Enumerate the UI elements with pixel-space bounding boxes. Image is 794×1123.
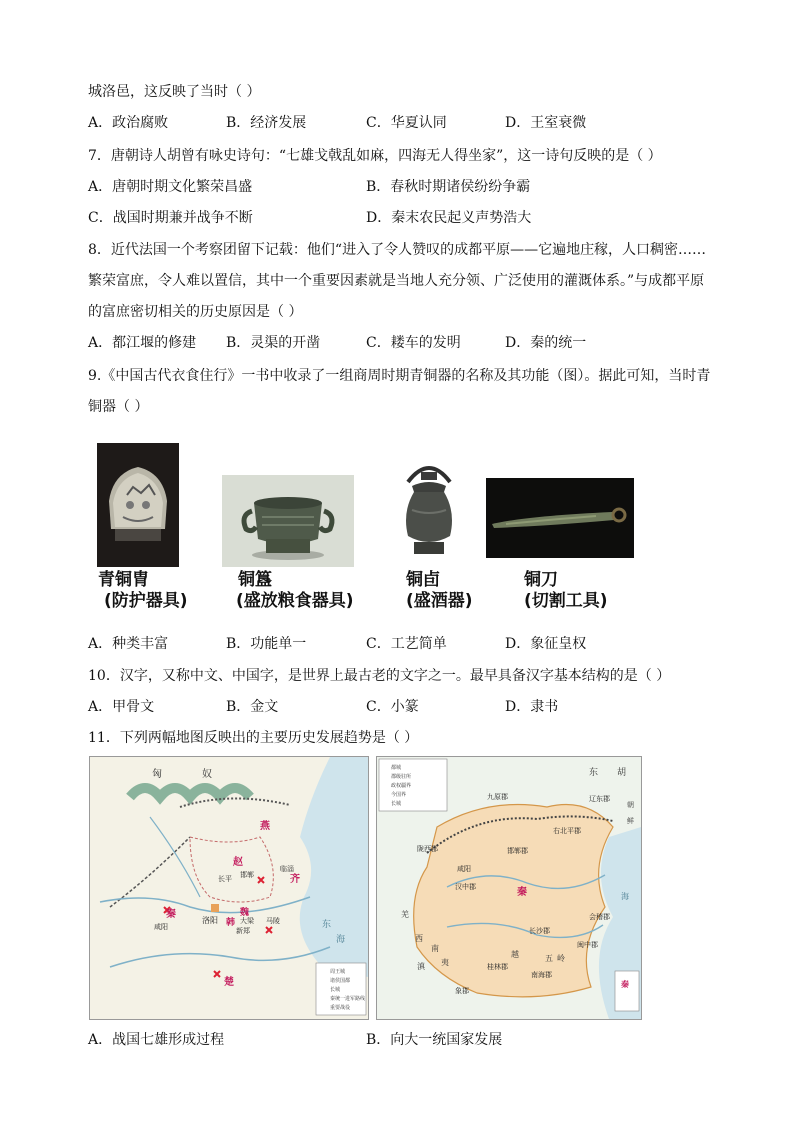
map2-label-xiang: 象郡 bbox=[455, 987, 469, 995]
q6-option-d[interactable]: D．王室衰微 bbox=[505, 115, 587, 131]
map1-label-xinzheng: 新郑 bbox=[236, 927, 250, 935]
map2-label-handan: 邯郸郡 bbox=[507, 847, 528, 855]
q9-stem-line2: 铜器（ ） bbox=[88, 399, 149, 415]
q6-option-c[interactable]: C．华夏认同 bbox=[366, 115, 447, 131]
artifact-function-gui: (盛放粮食器具) bbox=[236, 591, 354, 611]
map2-label-kuaiji: 会稽郡 bbox=[589, 913, 610, 921]
warring-states-map bbox=[89, 756, 369, 1020]
q6-stem-end: 城洛邑，这反映了当时（ ） bbox=[88, 84, 261, 100]
map1-label-qi: 齐 bbox=[290, 874, 300, 885]
map2-label-xi: 西 bbox=[415, 934, 423, 943]
artifact-name-helmet: 青铜胄 bbox=[98, 570, 149, 590]
bronze-gui-photo bbox=[222, 475, 354, 567]
map2-label-guilin: 桂林郡 bbox=[487, 963, 508, 971]
map1-label-xianyang: 咸阳 bbox=[154, 923, 168, 931]
map2-label-xianyang: 咸阳 bbox=[457, 865, 471, 873]
map1-label-chu: 楚 bbox=[224, 977, 234, 988]
artifact-function-you: (盛酒器) bbox=[406, 591, 473, 611]
q6-option-a[interactable]: A．政治腐败 bbox=[88, 115, 169, 131]
map2-legend-wall: 长城 bbox=[391, 801, 402, 807]
q7-option-a[interactable]: A．唐朝时期文化繁荣昌盛 bbox=[88, 179, 253, 195]
q10-option-a[interactable]: A．甲骨文 bbox=[88, 699, 155, 715]
map2-label-youbeiping: 右北平郡 bbox=[553, 827, 581, 835]
q10-option-c[interactable]: C．小篆 bbox=[366, 699, 419, 715]
q9-option-c[interactable]: C．工艺简单 bbox=[366, 636, 447, 652]
q8-option-a[interactable]: A．都江堰的修建 bbox=[88, 335, 197, 351]
q7-option-d[interactable]: D．秦末农民起义声势浩大 bbox=[366, 210, 532, 226]
q10-option-b[interactable]: B．金文 bbox=[226, 699, 279, 715]
map2-legend-capital: 都城 bbox=[391, 765, 402, 771]
map2-label-dong: 东 bbox=[589, 768, 599, 778]
map1-legend-wall: 长城 bbox=[330, 987, 341, 993]
artifact-function-knife: (切割工具) bbox=[524, 591, 608, 611]
q8-option-d[interactable]: D．秦的统一 bbox=[505, 335, 587, 351]
map2-label-qiang: 羌 bbox=[401, 910, 409, 919]
q10-stem: 10．汉字，又称中文、中国字，是世界上最古老的文字之一。最早具备汉字基本结构的是（ ） bbox=[88, 668, 671, 684]
q9-option-d[interactable]: D．象征皇权 bbox=[505, 636, 587, 652]
map2-legend-modern-border: 今国界 bbox=[391, 792, 407, 798]
map1-legend-royal-city: 周王城 bbox=[330, 969, 346, 975]
artifact-name-knife: 铜刀 bbox=[524, 570, 558, 590]
map2-legend-commandery: 郡级驻所 bbox=[391, 774, 412, 780]
map2-inset-label: 秦 bbox=[621, 980, 629, 989]
map2-label-chao: 朝 bbox=[627, 801, 634, 809]
q9-option-a[interactable]: A．种类丰富 bbox=[88, 636, 169, 652]
map2-label-jiuyuan: 九原郡 bbox=[487, 793, 508, 801]
artifact-name-you: 铜卣 bbox=[406, 570, 440, 590]
q11-stem: 11．下列两幅地图反映出的主要历史发展趋势是（ ） bbox=[88, 730, 419, 746]
map1-legend-route: 秦统一进军路线 bbox=[330, 996, 366, 1002]
map2-label-nanhai: 南海郡 bbox=[531, 971, 552, 979]
map1-label-nu: 奴 bbox=[202, 769, 212, 780]
map1-legend-capitals: 诸侯国都 bbox=[330, 978, 351, 984]
q11-option-a[interactable]: A．战国七雄形成过程 bbox=[88, 1032, 225, 1048]
map2-label-hai: 海 bbox=[621, 892, 629, 901]
map1-label-maling: 马陵 bbox=[266, 917, 280, 925]
q8-stem-line2: 繁荣富庶，令人难以置信，其中一个重要因素就是当地人充分领、广泛使用的灌溉体系。”与成都平原 bbox=[88, 273, 705, 289]
q7-option-b[interactable]: B．春秋时期诸侯纷纷争霸 bbox=[366, 179, 531, 195]
artifact-function-helmet: (防护器具) bbox=[104, 591, 188, 611]
q8-stem-line3: 的富庶密切相关的历史原因是（ ） bbox=[88, 304, 303, 320]
bronze-knife-photo bbox=[486, 478, 634, 558]
map2-label-hu: 胡 bbox=[617, 768, 627, 778]
q9-option-b[interactable]: B．功能单一 bbox=[226, 636, 307, 652]
map1-label-daliang: 大梁 bbox=[240, 917, 254, 925]
map1-label-hai: 海 bbox=[336, 935, 346, 945]
map1-label-xiong: 匈 bbox=[152, 769, 162, 780]
q7-option-c[interactable]: C．战国时期兼并战争不断 bbox=[88, 210, 253, 226]
q9-stem-line1: 9.《中国古代衣食住行》一书中收录了一组商周时期青铜器的名称及其功能（图）。据此可知，当时青 bbox=[88, 368, 711, 384]
map1-label-handan: 邯郸 bbox=[240, 871, 254, 879]
map1-label-qin: 秦 bbox=[166, 909, 176, 920]
map1-label-han: 韩 bbox=[226, 918, 236, 928]
map2-legend-border: 政权疆界 bbox=[391, 783, 412, 789]
map2-label-yi: 夷 bbox=[441, 958, 449, 967]
map2-label-xian: 鲜 bbox=[627, 817, 634, 825]
map2-label-yue: 越 bbox=[511, 950, 519, 959]
q8-option-b[interactable]: B．灵渠的开凿 bbox=[226, 335, 321, 351]
q10-option-d[interactable]: D．隶书 bbox=[505, 699, 559, 715]
map2-label-minzhong: 闽中郡 bbox=[577, 941, 598, 949]
map1-label-dong: 东 bbox=[322, 920, 332, 930]
map1-label-changping: 长平 bbox=[218, 875, 232, 883]
map2-label-nan1: 南 bbox=[431, 944, 439, 953]
map2-label-dian: 滇 bbox=[417, 962, 425, 971]
map2-label-ling: 岭 bbox=[557, 954, 565, 963]
bronze-helmet-photo bbox=[97, 443, 179, 567]
map1-label-zhao: 赵 bbox=[233, 857, 243, 868]
map1-label-luoyang: 洛阳 bbox=[202, 916, 218, 925]
map1-label-linzi: 临淄 bbox=[280, 865, 294, 873]
map2-label-liaodong: 辽东郡 bbox=[589, 795, 610, 803]
q6-option-b[interactable]: B．经济发展 bbox=[226, 115, 307, 131]
q11-option-b[interactable]: B．向大一统国家发展 bbox=[366, 1032, 503, 1048]
map2-label-qin: 秦 bbox=[517, 887, 527, 898]
map1-label-yan: 燕 bbox=[260, 821, 270, 832]
q8-stem-line1: 8．近代法国一个考察团留下记载：他们“进入了令人赞叹的成都平原——它遍地庄稼，人口稠密…… bbox=[88, 242, 707, 258]
map2-label-wu: 五 bbox=[545, 954, 553, 963]
qin-dynasty-map bbox=[376, 756, 642, 1020]
map1-legend-battles: 重要战役 bbox=[330, 1005, 351, 1011]
q7-stem: 7．唐朝诗人胡曾有咏史诗句：“七雄戈戟乱如麻，四海无人得坐家”，这一诗句反映的是（ ） bbox=[88, 148, 662, 164]
bronze-you-photo bbox=[394, 452, 464, 562]
q8-option-c[interactable]: C．耧车的发明 bbox=[366, 335, 461, 351]
map2-label-hanzhong: 汉中郡 bbox=[455, 883, 476, 891]
artifact-name-gui: 铜簋 bbox=[238, 570, 272, 590]
map1-label-wei: 魏 bbox=[240, 908, 250, 918]
map2-label-changsha: 长沙郡 bbox=[529, 927, 550, 935]
map2-label-longxi: 陇西郡 bbox=[417, 845, 438, 853]
